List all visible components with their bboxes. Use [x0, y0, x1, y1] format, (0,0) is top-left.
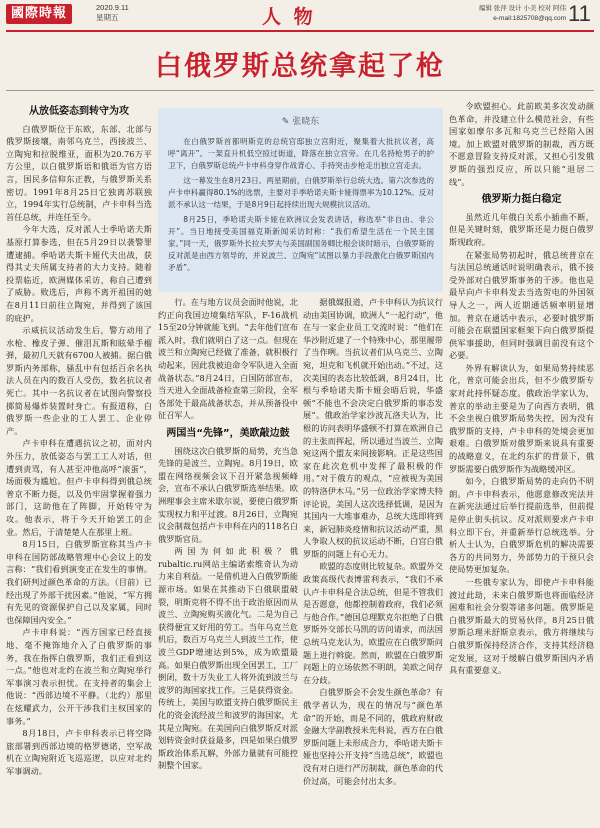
issue-info [96, 3, 129, 23]
author-byline [158, 114, 443, 127]
page-number: 11 [568, 1, 591, 26]
body-paragraph: 如今，白俄罗斯局势的走向仍不明朗。卢卡申科表示，他愿意修改宪法并在新宪法通过后举行提前选举，但前提是停止街头抗议。反对派则要求卢卡申科立即下台，并重新举行总统选举。分析人士认为，白俄罗斯危机的解决需要各方的共同努力，外部势力的干预只会使局势更加复杂。 [449, 476, 594, 575]
article-column-1 [6, 100, 152, 822]
editor-names: 编辑 张萍 设计 小美 校对 阿伟 [478, 5, 566, 12]
body-paragraph: 8月18日，卢卡申科表示已将空降旅部署到西部边境的格罗德诺，空军战机在立陶宛附近飞巡巡逻，以应对北约军事调动。 [6, 728, 152, 776]
body-paragraph: 欧盟的态度则比较复杂。欧盟外交政策高级代表博雷利表示，“我们不承认卢卡申科是合法总统，但是不管我们是否愿意，他都控制着政府，我们必须与他合作。”德国总理默克尔拒绝了白俄罗斯外交部长马凯的访问请求，而法国总统马克龙认为，欧盟应在白俄罗斯问题上进行斡旋。然而，欧盟在白俄罗斯问题上的立场依然不明朗，美欧之间存在分歧。 [303, 561, 443, 685]
body-paragraph: 行。在与地方议员会面时他说，北约正向我国边境集结军队，F-16战机15至20分钟就能飞到。“去年他们宣布派入时，我们就明白了这一点。但现在波兰和立陶宛已经做了准备，就积极行动起来，因此我被迫命令军队进入全面战备状态。”8月24日，白国防部宣布，当天进入全面战备检查第三阶段，全军各部处于最高战备状态，并从预备役中征召军人。 [158, 297, 298, 421]
article-column-3 [303, 296, 443, 822]
section-subhead: 俄罗斯力挺白稳定 [481, 194, 562, 206]
section-subhead: 从放低姿态到转守为攻 [29, 106, 129, 117]
article-column-4 [449, 100, 594, 822]
section-subhead: 两国当“先锋”，美欧敲边鼓 [166, 427, 290, 439]
body-paragraph: 虽然近几年俄白关系小插曲不断，但是关键时刻，俄罗斯还是力挺白俄罗斯现政府。 [449, 211, 594, 247]
body-paragraph: 8月15日，白俄罗斯宣称其当卢卡申科在国防部战略管理中心会议上的发言称：“我们看到演变正在发生的事情。我们研判过颜色革命的方法。（目前）已经出现了外部干扰因素。”他说，“军方拥有先见的资源保护自己以及家属，同时也保障国内安全。” [6, 539, 152, 625]
body-paragraph: 卢卡申科说：“西方国家已经直接地、毫不掩饰地介入了白俄罗斯的事务，我在指挥白俄罗斯，我们正看到这一点。”他也对北约在波兰和立陶宛举行军事演习表示担忧。在支持者的集会上他说：“西部边境不平静。（北约）那里在炫耀武力，公开干涉我们主权国家的事务。” [6, 627, 152, 726]
body-paragraph: 令欧盟担心。此前欧美多次发动颜色革命，并没建立什么模范社会，有些国家如摩尔多瓦和乌克兰已经陷入困境。加上欧盟对俄罗斯的制裁，西方既不愿意冒险支持反对派，又担心引发俄罗斯的强烈反应，所以只能“退居二线”。 [449, 101, 594, 187]
editor-email: e-mail:1825708@qq.com [493, 15, 566, 22]
issue-weekday: 星期五 [96, 13, 119, 22]
body-paragraph: 白俄罗斯会不会发生颜色革命？有俄学者认为，现在的情况与“颜色革命”的开始，而是不同的，俄政府财政金融大学副教授米先科说，西方在白俄罗斯问题上未形成合力，季哈诺夫斯卡娅也坚持公开支持“当选总统”，欧盟也没有对白进行严厉制裁，颜色革命的代价过高，可能会付出太多。 [303, 687, 443, 786]
body-paragraph: 卢卡申科在遭遇抗议之初，面对内外压力，放低姿态与罢工工人对话，但遭到责骂，有人甚至冲他高呼“滚蛋”，场面极为尴尬。但卢卡申科得到俄总统普京不断力挺，以及仍牢固掌握着强力部门，这助他在了阵脚，开始转守为攻。他表示，将于今天开始罢工的企业。然后，于清楚楚人在那里上班。 [6, 438, 152, 537]
newspaper-logo: 國際時報 [6, 4, 72, 24]
body-paragraph: 示威抗议活动发生后，警方动用了水枪、橡皮子弹、催泪瓦斯和眩晕手榴弹，最初几天就有6700人被捕。据白俄罗斯内务部称，骚乱中有包括百余名执法人员在内的数百人受伤，数名抗议者死亡。其中一名抗议者在试图向警察投掷简易爆炸装置时身亡。有报道称，白俄罗斯一些企业的工人罢工、企业停产。 [6, 325, 152, 436]
intro-text [168, 136, 434, 277]
issue-date: 2020.9.11 [96, 3, 129, 12]
masthead-divider [6, 30, 594, 32]
body-paragraph: 今年大选，反对派人士季哈诺夫斯基原打算参选，但在5月29日以袭警罪遭逮捕。季哈诺夫斯卡娅代夫出战，获得其丈夫所属支持者的大力支持。随着投票临近，欧洲媒体采访，称自己遭到了威胁。败选后，声称不离开祖国的她在8月11日前往立陶宛，并得到了该国的庇护。 [6, 224, 152, 323]
body-paragraph: 在紧张局势初起时，俄总统普京在与法国总统通话时说明确表示，俄不接受外部对白俄罗斯事务的干涉。他也是最早向卢卡申科发去当选贺电的外国领导人之一，两人近期通话频率明显增加。普京在通话中表示，必要时俄罗斯可能会在联盟国家框架下向白俄罗斯提供军事援助，但同时强调目前没有这个必要。 [449, 249, 594, 361]
intro-paragraph: 在白俄罗斯首都明斯克的总统官邸独立宫附近，聚集着大批抗议者，高呼“离开”。一架直升机低空掠过街道，降落在独立宫旁。在几名持枪男子的护卫下，白俄罗斯总统卢卡申科身穿作战背心、手持突击步枪走出独立宫走去。 [168, 137, 434, 170]
body-paragraph: 一些俄专家认为，即使卢卡申科能渡过此劫，未来白俄罗斯也将面临经济困难和社会分裂等诸多问题。俄罗斯是白俄罗斯最大的贸易伙伴，8月25日俄罗斯总理米舒斯京表示，俄方将继续与白俄罗斯保持经济合作，支持其经济稳定发展，这对于缓解白俄罗斯国内矛盾具有重要意义。 [449, 576, 594, 676]
section-title: 人 物 [262, 6, 316, 28]
body-paragraph: 两国为何如此积极？俄rubaltic.ru网站主编诺索维奇认为动力来自利益。一是借机进入白俄罗斯能源市场。如果在其推动下白俄联盟破裂，明斯克将不得不出于政治原因而从波兰、立陶宛购买液化气。二是为自己获得便宜又好用的劳工。当年乌克兰危机后，数百万乌克兰人到波兰工作，使波兰GDP增速达到5%，成为欧盟最高。如果白俄罗斯出现全国罢工，工厂倒闭，数十万失业工人将外流到波兰与波罗的海国家找工作。三是获得资金。传统上，美国与欧盟支持白俄罗斯民主化的资金流经波兰和波罗的海国家，尤其是立陶宛。在美国向白俄罗斯反对派划转资金时获益最多，四是如果白俄罗斯政治体系瓦解，外部力量就有可能控制整个国家。 [158, 546, 298, 771]
pen-icon: ✎ [281, 117, 293, 127]
body-paragraph: 据俄媒报道，卢卡申科认为抗议行动由美国协调，欧洲人“一起行动”，他在与一家企业员工交流时说：“他们在华沙附近建了一个特殊中心，那里履带了当作咧。当抗议者们从乌克兰、立陶宛，坦克和飞机就开始出动。”不过，这次美国的表态比较低调，8月24日，比根与季哈诺夫斯卡娅会晤后说，华盛顿“不能也不会决定白俄罗斯的事态发展”。俄政治学家沙波瓦洛夫认为，比根的访问表明华盛顿不打算在欧洲自己的主张而挥起，所以通过当波兰、立陶宛这两个盟友来间接影响。正是这些国家在此次危机中发挥了最积极的作用。”对于俄方的观点，“应被视为美国的特洛伊木马。”另一位政治学家博夫特评论说，美国人这次选择低调，是因为其国内一大堆事难办，总统大选即将到来，新冠肺炎疫情和抗议活动严重，黑人争取人权的抗议运动不断，白宫白俄罗斯的问题上有心无力。 [303, 297, 443, 559]
author-name: 张晓东 [292, 117, 320, 127]
article-column-2 [158, 296, 298, 822]
body-paragraph: 围绕这次白俄罗斯的局势，充当急先锋的是波兰、立陶宛。8月19日，欧盟在网络视频会议下召开紧急视频峰会，宣布不承认白俄罗斯选举结果。欧洲理事会主席米歇尔说，要使白俄罗斯实现权力和平过渡。8月26日，立陶宛议会制裁包括卢卡申科在内的118名白俄罗斯官员。 [158, 445, 298, 544]
body-paragraph: 白俄罗斯位于东欧，东部、北部与俄罗斯接壤，南邻乌克兰，西接波兰、立陶宛和拉脱维亚，面积为20.76万平方公里，以白俄罗斯语和俄语为官方语言，国民多信仰东正教，与俄罗斯关系密切。1991年8月25日它独离苏联独立，1994年实行总统制，卢卡申科当选首任总统，并连任至今。 [6, 123, 152, 222]
editor-credits [458, 4, 566, 24]
intro-paragraph: 8月25日，季哈诺夫斯卡娅在欧洲议会发表讲话，称选举“非自由、非公开”。当日地接受美国福克斯新闻采访时称：“我们希望生活在一个民主国家。”同一天，俄罗斯外长拉夫罗夫与美国副国务卿比根会谈时暗示，白俄罗斯的反对派是由西方领导的，并说波兰、立陶宛“试图以暴力手段激化白俄罗斯国内矛盾”。 [168, 215, 434, 272]
headline-divider [6, 90, 594, 91]
masthead [0, 0, 600, 28]
article-headline: 白俄罗斯总统拿起了枪 [155, 51, 445, 82]
intro-paragraph: 这一幕发生在8月23日。两星期前，白俄罗斯举行总统大选。第六次参选的卢卡申科赢得80.1%的选票，主要对手季哈诺夫斯卡娅得票率为10.12%。反对派不承认这一结果，于是8月9日起持续出现大规模抗议活动。 [168, 176, 434, 209]
body-paragraph: 外界有解读认为，如果局势持续恶化，普京可能会出兵，但不少俄罗斯专家对此持怀疑态度。俄政治学家认为，普京的举动主要是为了向西方表明，俄不会坐视白俄罗斯局势失控，因为没有俄罗斯的支持，卢卡申科的处境会更加艰难。白俄罗斯对俄罗斯来说具有重要的战略意义，在北约东扩的背景下，俄罗斯需要白俄罗斯作为战略缓冲区。 [449, 362, 594, 474]
